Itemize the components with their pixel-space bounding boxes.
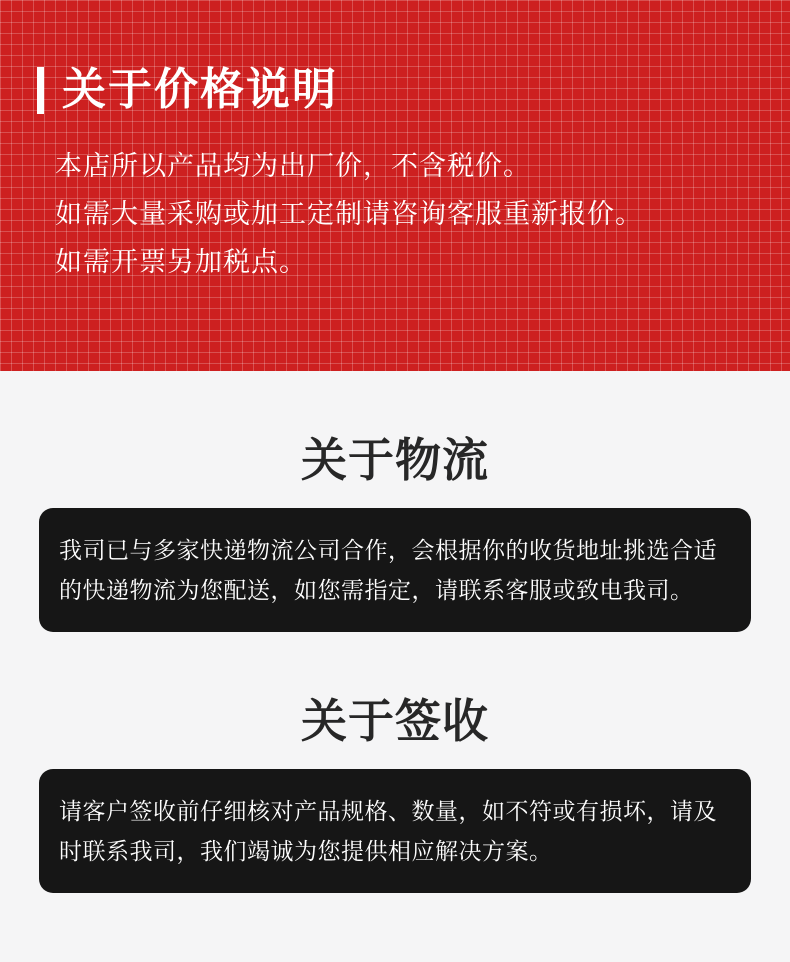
vertical-bar-icon (37, 67, 44, 114)
logistics-body-text: 我司已与多家快递物流公司合作，会根据你的收货地址挑选合适的快递物流为您配送，如您需指定，请联系客服或致电我司。 (59, 537, 717, 603)
receipt-card (39, 769, 751, 893)
price-note-line-2: 如需大量采购或加工定制请咨询客服重新报价。 (55, 199, 643, 229)
price-notes (37, 142, 760, 286)
logistics-heading: 关于物流 (301, 434, 489, 486)
price-note-line-1: 本店所以产品均为出厂价，不含税价。 (55, 151, 531, 181)
price-note-line-3: 如需开票另加税点。 (55, 247, 307, 277)
price-title-text: 关于价格说明 (62, 65, 338, 114)
logistics-card (39, 508, 751, 632)
price-section-title (37, 64, 760, 116)
receipt-heading: 关于签收 (301, 695, 489, 747)
price-notice-section (0, 0, 790, 371)
logistics-section (0, 435, 790, 632)
receipt-body-text: 请客户签收前仔细核对产品规格、数量，如不符或有损坏，请及时联系我司，我们竭诚为您提供相应解决方案。 (59, 798, 717, 864)
receipt-section (0, 696, 790, 893)
